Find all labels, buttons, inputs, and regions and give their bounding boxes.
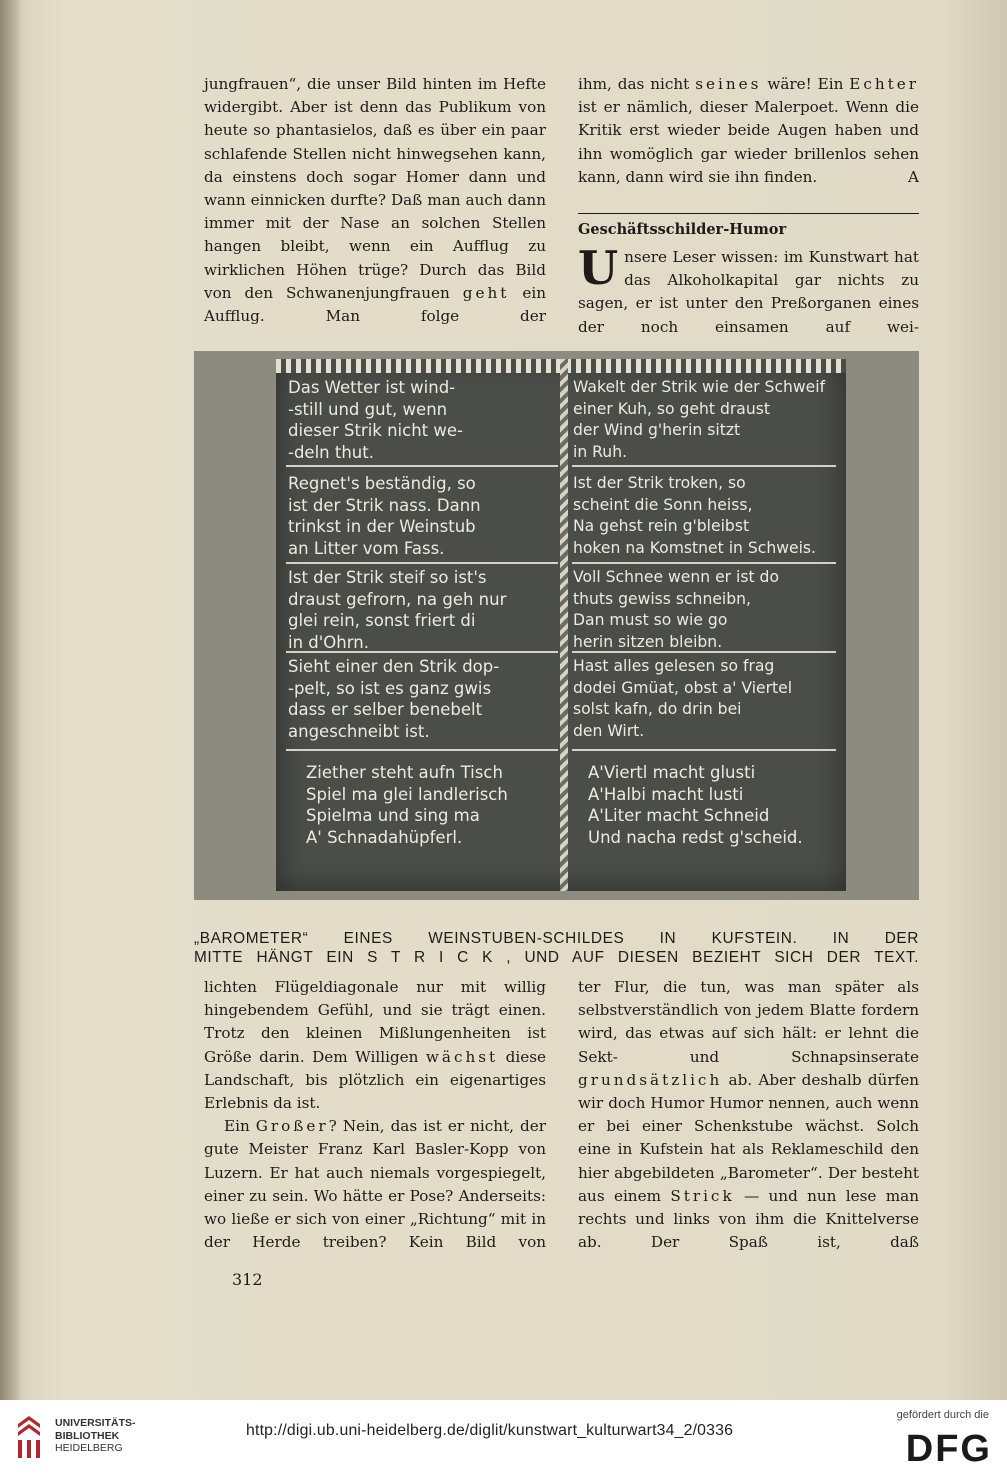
funded-by-label: gefördert durch die bbox=[896, 1409, 989, 1421]
sign-verse-right-3: Voll Schnee wenn er ist do thuts gewiss schneibn, Dan must so wie go herin sitzen bleibn. bbox=[573, 568, 779, 652]
page-binding-shadow bbox=[0, 0, 22, 1400]
sign-verse-right-1: Wakelt der Strik wie der Schweif einer Kuh, so geht draust der Wind g'herin sitzt in Ruh. bbox=[573, 378, 826, 462]
library-logo-icon bbox=[14, 1414, 44, 1462]
section-heading: Geschäftsschilder-Humor bbox=[578, 221, 787, 238]
dfg-logo: DFG bbox=[905, 1428, 992, 1470]
column-bottom-left bbox=[204, 976, 546, 1254]
sign-verse-left-2: Regnet's beständig, so ist der Strik nass. Dann trinkst in der Weinstub an Litter vom Fass. bbox=[288, 474, 481, 559]
paragraph: Ein Großer? Nein, das ist er nicht, der gute Meister Franz Karl Basler-Kopp von Luzern. Er hat auch niemals vorgespiegelt, einer zu sein. Wo hätte er Pose? Anderseits: wo ließe er sich von einer „Richtung“ mit in der Herde treiben? Kein Bild von bbox=[204, 1117, 546, 1252]
sign-verse-right-2: Ist der Strik troken, so scheint die Sonn heiss, Na gehst rein g'bleibst hoken na Komstnet in Schweis. bbox=[573, 474, 816, 558]
page-number: 312 bbox=[232, 1270, 263, 1289]
sign-verse-left-5: Ziether steht aufn Tisch Spiel ma glei landlerisch Spielma und sing ma A' Schnadahüpferl. bbox=[306, 763, 508, 848]
sign-verse-right-5: A'Viertl macht glusti A'Halbi macht lusti A'Liter macht Schneid Und nacha redst g'scheid. bbox=[588, 763, 803, 848]
column-top-left bbox=[204, 73, 546, 328]
column-top-right bbox=[578, 73, 919, 189]
paragraph: ihm, das nicht seines wäre! Ein Echter ist er nämlich, dieser Malerpoet. Wenn die Kritik erst wieder beide Augen haben und ihn womöglich gar wieder brillenlos sehen kann, dann wird sie ihn finden. A bbox=[578, 73, 919, 189]
author-initial: A bbox=[908, 167, 919, 186]
paragraph: jungfrauen“, die unser Bild hinten im Hefte widergibt. Aber ist denn das Publikum von heute so phantasielos, daß es über ein paar schlafende Stellen nicht hinwegsehen kann, da einstens doch sogar Homer dann und wann einnicken durfte? Daß man auch dann immer mit der Nase an solchen Stellen hangen bleibt, wenn ein Aufflug zu wirklichen Höhen trüge? Durch das Bild von den Schwanenjungfrauen geht ein Aufflug. Man folge der bbox=[204, 75, 546, 326]
paragraph: lichten Flügeldiagonale nur mit willig hingebendem Gefühl, und sie trägt einen. Trotz den kleinen Mißlungenheiten ist Größe darin. Dem Willigen wächst diese Landschaft, bis plötzlich ein eigenartiges Erlebnis da ist. bbox=[204, 978, 546, 1113]
caption-line: MITTE HÄNGT EIN S T R I C K , UND AUF DIESEN BEZIEHT SICH DER TEXT. bbox=[194, 949, 919, 966]
paragraph: ter Flur, die tun, was man später als selbstverständlich von jedem Blatte fordern wird, das etwas auf sich hält: er lehnt die Sekt- und Schnapsinserate grundsätzlich ab. Aber deshalb dürfen wir doch Humor Humor nennen, auch wenn er bei einer Schenkstube wächst. Solch eine in Kufstein hat als Reklameschild den hier abgebildeten „Barometer“. Der besteht aus einem Strick — und nun lese man rechts und links von ihm die Knittelverse ab. Der Spaß ist, daß bbox=[578, 978, 919, 1252]
sign-verse-left-3: Ist der Strik steif so ist's draust gefrorn, na geh nur glei rein, sonst friert di in d'Ohrn. bbox=[288, 568, 507, 653]
permalink-url[interactable]: http://digi.ub.uni-heidelberg.de/diglit/kunstwart_kulturwart34_2/0336 bbox=[246, 1422, 734, 1439]
section-intro bbox=[578, 241, 919, 339]
column-bottom-right bbox=[578, 976, 919, 1254]
sign-verse-right-4: Hast alles gelesen so frag dodei Gmüat, obst a' Viertel solst kafn, do drin bei den Wirt. bbox=[573, 657, 793, 741]
footer-bar bbox=[0, 1400, 1007, 1476]
sign-board bbox=[276, 359, 846, 891]
photo-caption bbox=[194, 929, 919, 967]
drop-cap: U bbox=[578, 241, 619, 295]
paragraph: Unsere Leser wissen: im Kunstwart hat das Alkoholkapital gar nichts zu sagen, er ist unter den Preßorganen eines der noch einsamen auf wei- bbox=[578, 241, 919, 336]
section-divider bbox=[578, 213, 919, 214]
sign-verse-left-4: Sieht einer den Strik dop- -pelt, so ist es ganz gwis dass er selber benebelt angeschneibt ist. bbox=[288, 657, 500, 742]
library-logo-text: UNIVERSITÄTS- BIBLIOTHEK HEIDELBERG bbox=[55, 1417, 136, 1454]
sign-verse-left-1: Das Wetter ist wind- -still und gut, wenn dieser Strik nicht we- -deln thut. bbox=[288, 378, 463, 463]
barometer-rope bbox=[560, 359, 568, 891]
photo-weinstube-sign bbox=[194, 351, 919, 900]
caption-line: „BAROMETER“ EINES WEINSTUBEN-SCHILDES IN KUFSTEIN. IN DER bbox=[194, 930, 919, 947]
